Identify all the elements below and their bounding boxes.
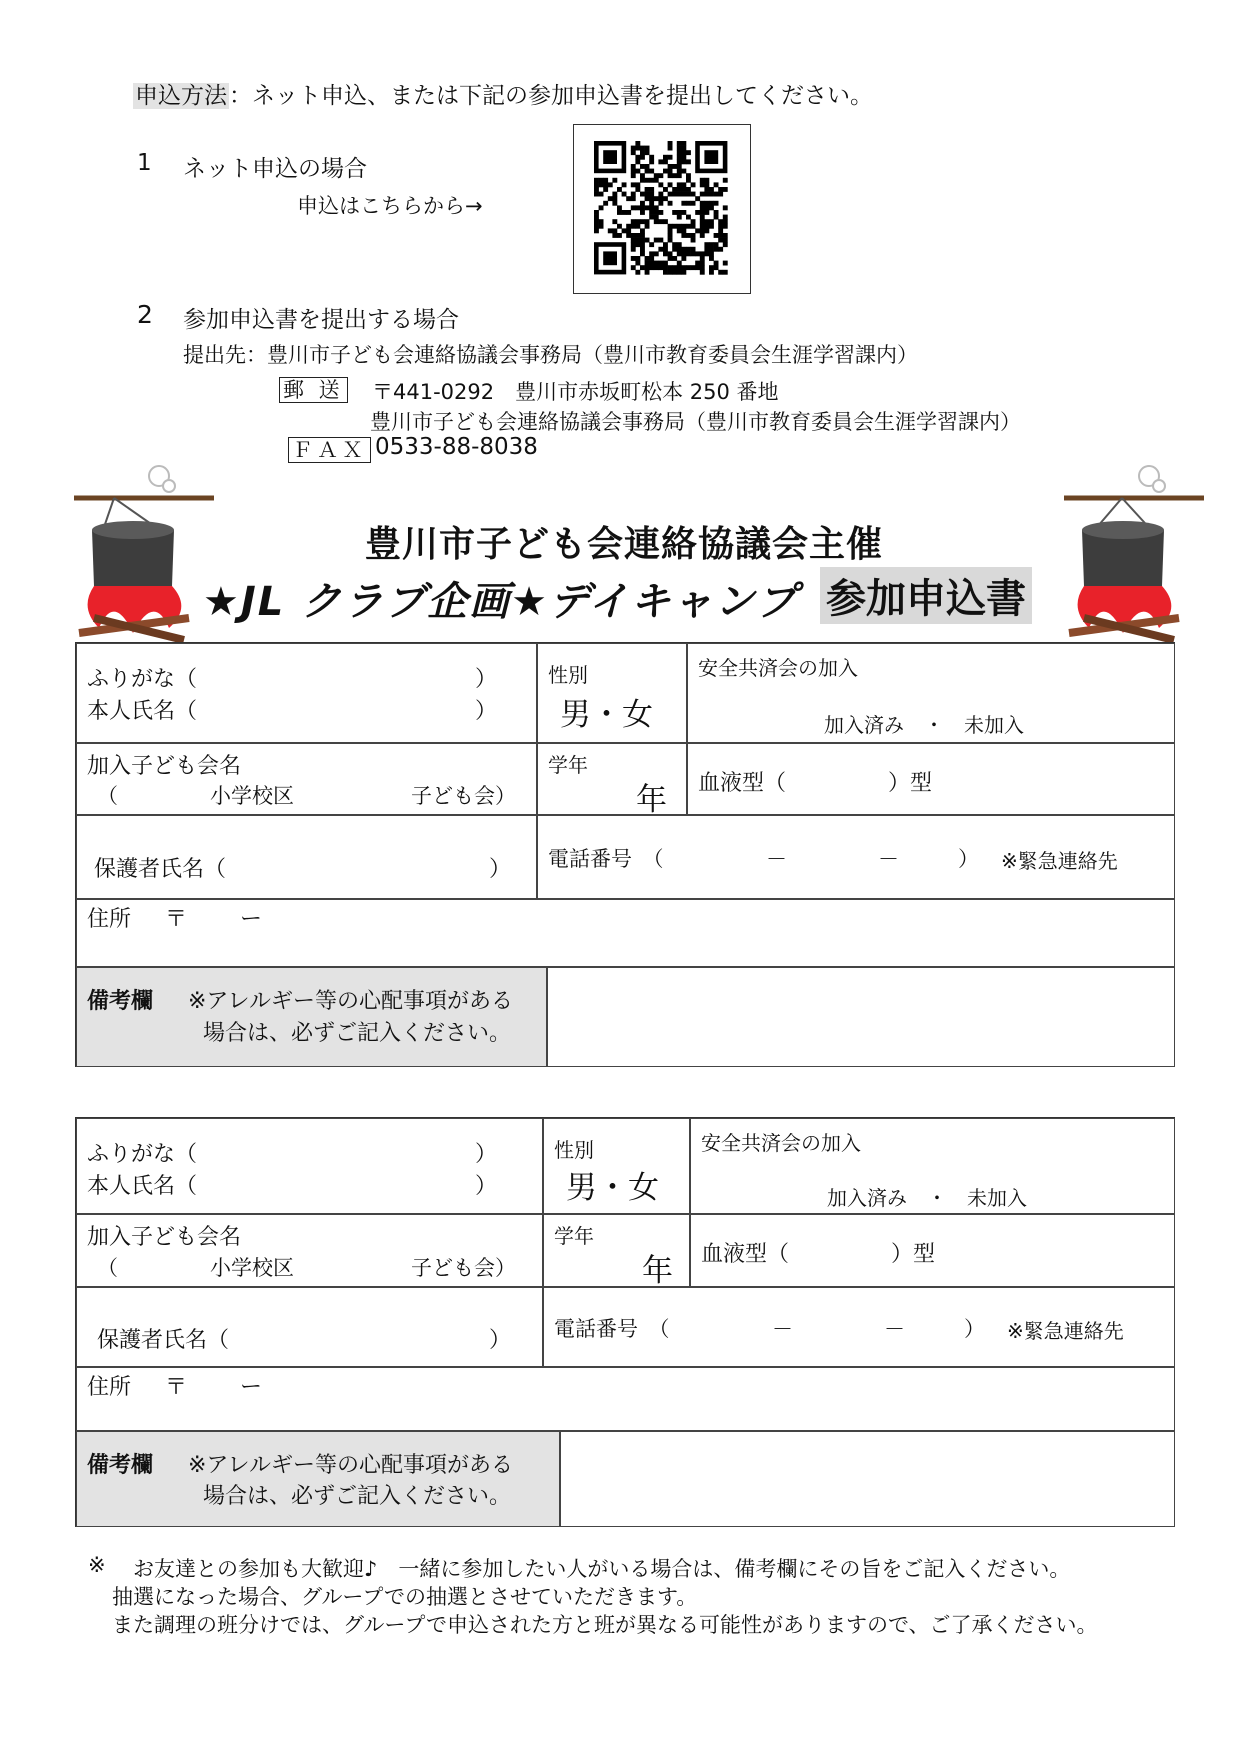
- club-cell[interactable]: [76, 743, 537, 815]
- phone-dash-1: －: [766, 847, 787, 871]
- insurance-label: 安全共済会の加入: [701, 1131, 861, 1155]
- name-label: 本人氏名（: [87, 1174, 198, 1199]
- fax-number: 0533-88-8038: [375, 434, 538, 460]
- guardian-label: 保護者氏名（: [97, 1328, 230, 1353]
- mail-label: 郵 送: [279, 377, 348, 403]
- sex-label: 性別: [548, 663, 588, 687]
- furigana-label: ふりがな（: [87, 667, 198, 692]
- club-suffix: 子ども会）: [411, 1256, 516, 1280]
- application-method-text: ：ネット申込、または下記の参加申込書を提出してください。: [229, 83, 873, 109]
- grade-label: 学年: [554, 1224, 594, 1248]
- address-cell[interactable]: [76, 1367, 1175, 1431]
- mail-address: 〒441-0292 豊川市赤坂町松本 250 番地: [372, 380, 779, 404]
- insurance-options: 加入済み ・ 未加入: [824, 713, 1024, 737]
- title-organizer: 豊川市子ども会連絡協議会主催: [365, 524, 884, 565]
- name-cell[interactable]: [76, 1118, 543, 1214]
- grade-unit: 年: [642, 1253, 673, 1289]
- name-cell[interactable]: [76, 643, 537, 743]
- name-close: ）: [475, 1174, 498, 1199]
- title-form: 参加申込書: [820, 567, 1032, 624]
- phone-dash-2: －: [884, 1317, 905, 1341]
- furigana-label: ふりがな（: [87, 1142, 198, 1167]
- fax-label: ＦＡＸ: [288, 437, 371, 463]
- guardian-cell[interactable]: [76, 815, 537, 899]
- postal-mark: 〒: [165, 1375, 188, 1400]
- remarks-label-cell: [76, 1431, 560, 1527]
- option2-number: 2: [137, 300, 153, 329]
- sex-cell[interactable]: [543, 1118, 690, 1214]
- sex-value: 男・女: [566, 1170, 659, 1206]
- blood-suffix: ）型: [891, 1242, 936, 1267]
- grade-label: 学年: [548, 753, 588, 777]
- club-label: 加入子ども会名: [87, 1225, 242, 1250]
- application-form-2: [75, 1117, 1175, 1527]
- footer-line-2: 抽選になった場合、グループでの抽選とさせていただきます。: [112, 1585, 698, 1609]
- sex-value: 男・女: [560, 697, 653, 733]
- phone-label: 電話番号 （: [548, 847, 664, 871]
- sex-label: 性別: [554, 1138, 594, 1162]
- remarks-label: 備考欄: [87, 989, 154, 1014]
- emergency-note: ※緊急連絡先: [1001, 849, 1118, 873]
- phone-cell[interactable]: [537, 815, 1175, 899]
- remarks-input[interactable]: [547, 967, 1175, 1067]
- remarks-note-2: 場合は、必ずご記入ください。: [203, 1484, 512, 1509]
- name-label: 本人氏名（: [87, 699, 198, 724]
- club-school: 小学校区: [210, 784, 294, 808]
- club-paren-open: （: [97, 1256, 118, 1280]
- application-method: [133, 77, 873, 110]
- option1-title: ネット申込の場合: [183, 156, 367, 182]
- option2-title: 参加申込書を提出する場合: [183, 307, 459, 333]
- title-event: ★JL クラブ企画★デイキャンプ: [203, 579, 799, 625]
- remarks-input[interactable]: [560, 1431, 1175, 1527]
- grade-unit: 年: [636, 782, 667, 818]
- address-cell[interactable]: [76, 899, 1175, 967]
- insurance-options: 加入済み ・ 未加入: [827, 1186, 1027, 1210]
- sex-cell[interactable]: [537, 643, 687, 743]
- furigana-close: ）: [475, 1142, 498, 1167]
- blood-suffix: ）型: [888, 771, 933, 796]
- option1-number: 1: [137, 150, 152, 176]
- guardian-label: 保護者氏名（: [94, 857, 227, 882]
- emergency-note: ※緊急連絡先: [1007, 1319, 1124, 1343]
- furigana-close: ）: [475, 667, 498, 692]
- phone-close: ）: [964, 1317, 985, 1341]
- phone-cell[interactable]: [543, 1287, 1175, 1367]
- postal-dash: ー: [240, 1375, 263, 1400]
- grade-cell[interactable]: [543, 1214, 690, 1287]
- mail-label-box: [279, 374, 348, 404]
- club-school: 小学校区: [210, 1256, 294, 1280]
- campfire-pot-left-icon: [74, 458, 214, 643]
- qr-code[interactable]: [573, 124, 751, 294]
- remarks-label-cell: [76, 967, 547, 1067]
- club-label: 加入子ども会名: [87, 754, 242, 779]
- remarks-note-2: 場合は、必ずご記入ください。: [203, 1021, 512, 1046]
- guardian-close: ）: [489, 857, 512, 882]
- address-label: 住所: [87, 1375, 132, 1400]
- insurance-label: 安全共済会の加入: [698, 656, 858, 680]
- blood-label: 血液型（: [698, 771, 787, 796]
- footer-mark: ※: [88, 1553, 106, 1577]
- option1-subtitle: 申込はこちらから→: [297, 194, 483, 218]
- fax-label-box: [288, 434, 371, 464]
- blood-cell[interactable]: [687, 743, 1175, 815]
- insurance-cell[interactable]: [687, 643, 1175, 743]
- submit-to: 提出先：豊川市子ども会連絡協議会事務局（豊川市教育委員会生涯学習課内）: [183, 343, 918, 367]
- guardian-cell[interactable]: [76, 1287, 543, 1367]
- guardian-close: ）: [489, 1328, 512, 1353]
- remarks-note-1: ※アレルギー等の心配事項がある: [188, 1453, 514, 1478]
- footer-line-3: また調理の班分けでは、グループで申込された方と班が異なる可能性がありますので、ご了承ください。: [112, 1613, 1098, 1637]
- club-suffix: 子ども会）: [411, 784, 516, 808]
- insurance-cell[interactable]: [690, 1118, 1175, 1214]
- remarks-label: 備考欄: [87, 1453, 154, 1478]
- blood-label: 血液型（: [701, 1242, 790, 1267]
- address-label: 住所: [87, 907, 132, 932]
- club-cell[interactable]: [76, 1214, 543, 1287]
- grade-cell[interactable]: [537, 743, 687, 818]
- phone-dash-1: －: [772, 1317, 793, 1341]
- phone-close: ）: [958, 847, 979, 871]
- club-paren-open: （: [97, 784, 118, 808]
- postal-mark: 〒: [165, 907, 188, 932]
- postal-dash: ー: [240, 907, 263, 932]
- remarks-note-1: ※アレルギー等の心配事項がある: [188, 989, 514, 1014]
- phone-label: 電話番号 （: [554, 1317, 670, 1341]
- mail-recipient: 豊川市子ども会連絡協議会事務局（豊川市教育委員会生涯学習課内）: [370, 410, 1021, 434]
- qr-code-icon: [574, 125, 750, 293]
- application-method-label: 申込方法: [135, 83, 227, 109]
- blood-cell[interactable]: [690, 1214, 1175, 1287]
- phone-dash-2: －: [878, 847, 899, 871]
- campfire-pot-right-icon: [1064, 458, 1204, 643]
- application-form-1: [75, 642, 1175, 1067]
- footer-line-1: お友達との参加も大歓迎♪ 一緒に参加したい人がいる場合は、備考欄にその旨をご記入ください。: [133, 1557, 1071, 1581]
- name-close: ）: [475, 699, 498, 724]
